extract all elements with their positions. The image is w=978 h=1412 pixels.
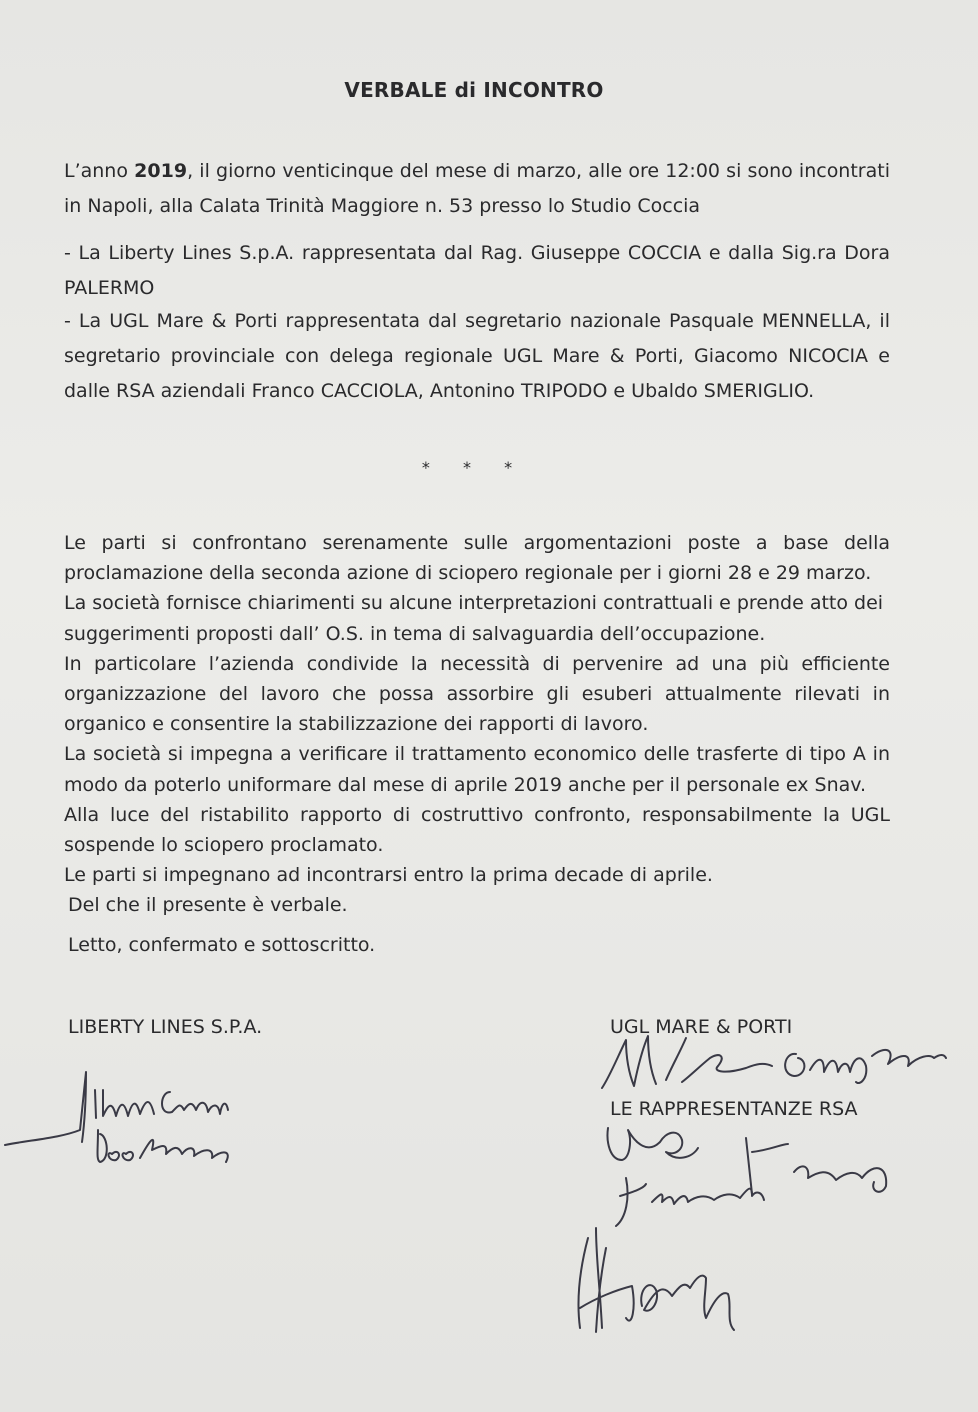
intro-line-1: L’anno 2019, il giorno venticinque del mese di marzo, alle ore 12:00 si sono incontrati (64, 160, 890, 182)
body-line: Alla luce del ristabilito rapporto di costruttivo confronto, responsabilmente la UGL (64, 803, 890, 826)
closing-statement: Del che il presente è verbale. (68, 894, 348, 916)
party1-line-1: - La Liberty Lines S.p.A. rappresentata dal Rag. Giuseppe COCCIA e dalla Sig.ra Dora (64, 242, 890, 264)
body-line: modo da poterlo uniformare dal mese di aprile 2019 anche per il personale ex Snav. (64, 773, 867, 796)
intro-line-2: in Napoli, alla Calata Trinità Maggiore n. 53 presso lo Studio Coccia (64, 195, 701, 217)
party2-line-1: - La UGL Mare & Porti rappresentata dal segretario nazionale Pasquale MENNELLA, il (64, 310, 890, 332)
body-paragraph (64, 528, 890, 890)
body-line: organizzazione del lavoro che possa assorbire gli esuberi attualmente rilevati in (64, 683, 890, 706)
party2-line-2: segretario provinciale con delega regionale UGL Mare & Porti, Giacomo NICOCIA e (64, 345, 890, 367)
signature-rsa (556, 1118, 916, 1348)
party1-line-2: PALERMO (64, 277, 155, 299)
intro-year: 2019 (134, 160, 188, 182)
signature-label-liberty-lines: LIBERTY LINES S.P.A. (68, 1016, 263, 1038)
signature-label-ugl: UGL MARE & PORTI (610, 1016, 793, 1038)
party-liberty-lines (64, 236, 890, 306)
party2-line-3: dalle RSA aziendali Franco CACCIOLA, Antonino TRIPODO e Ubaldo SMERIGLIO. (64, 380, 815, 402)
document-title: VERBALE di INCONTRO (344, 78, 604, 102)
signature-ugl (596, 1026, 956, 1098)
body-line: La società si impegna a verificare il trattamento economico delle trasferte di tipo A in (64, 743, 890, 766)
signature-label-rsa: LE RAPPRESENTANZE RSA (610, 1098, 858, 1120)
intro-paragraph (64, 154, 890, 224)
body-line: proclamazione della seconda azione di sciopero regionale per i giorni 28 e 29 marzo. (64, 562, 872, 585)
body-line: Le parti si impegnano ad incontrarsi entro la prima decade di aprile. (64, 864, 713, 887)
body-line: La società fornisce chiarimenti su alcune interpretazioni contrattuali e prende atto dei (64, 592, 884, 615)
body-line: sospende lo sciopero proclamato. (64, 834, 384, 857)
body-line: In particolare l’azienda condivide la necessità di pervenire ad una più efficiente (64, 652, 890, 675)
body-line: suggerimenti proposti dall’ O.S. in tema di salvaguardia dell’occupazione. (64, 622, 766, 645)
body-line: Le parti si confrontano serenamente sulle argomentazioni poste a base della (64, 532, 890, 554)
body-line: organico e consentire la stabilizzazione dei rapporti di lavoro. (64, 713, 649, 736)
party-ugl (64, 304, 890, 409)
section-separator: * * * (421, 458, 527, 477)
signature-liberty-lines (0, 1050, 260, 1180)
closing-confirmation: Letto, confermato e sottoscritto. (68, 934, 376, 956)
